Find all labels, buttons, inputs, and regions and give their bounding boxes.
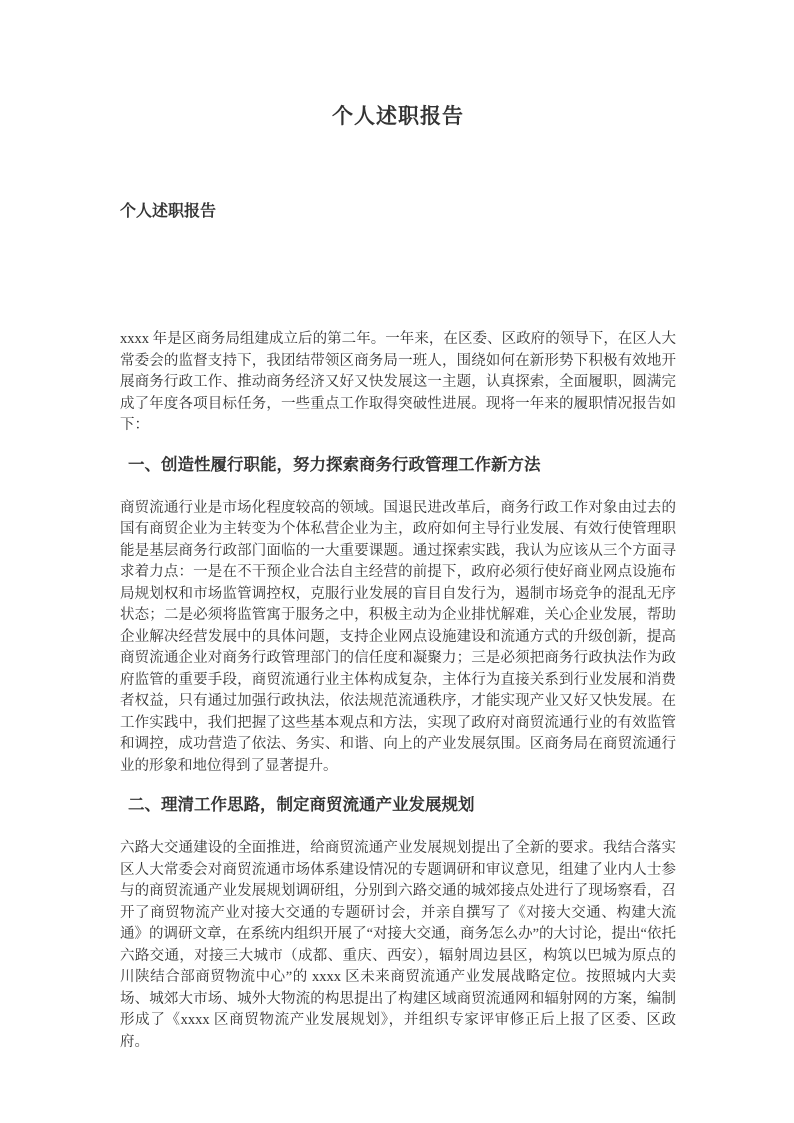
section-1-heading: 一、创造性履行职能，努力探索商务行政管理工作新方法 bbox=[128, 454, 541, 474]
section-2-heading: 二、理清工作思路，制定商贸流通产业发展规划 bbox=[128, 795, 475, 814]
document-title: 个人述职报告 bbox=[332, 104, 464, 128]
intro-paragraph: xxxx 年是区商务局组建成立后的第二年。一年来，在区委、区政府的领导下，在区人大常委会的监督支持下，我团结带领区商务局一班人，围绕如何在新形势下积极有效地开展商务行政工作、推动商务经济又好又快发展这一主题，认真探索，全面履职，圆满完成了年度各项目标任务，一些重点工作取得突破性进展。现将一年来的履职情况报告如下： bbox=[120, 331, 676, 433]
document-subtitle: 个人述职报告 bbox=[120, 203, 217, 220]
section-1-body: 商贸流通行业是市场化程度较高的领域。国退民进改革后，商务行政工作对象由过去的国有商贸企业为主转变为个体私营企业为主，政府如何主导行业发展、有效行使管理职能是基层商务行政部门面临的一大重要课题。通过探索实践，我认为应该从三个方面寻求着力点：一是在不干预企业合法自主经营的前提下，政府必须行使好商业网点设施布局规划权和市场监管调控权，克服行业发展的盲目自发行为，遏制市场竞争的混乱无序状态；二是必须将监管寓于服务之中，积极主动为企业排忧解难，关心企业发展，帮助企业解决经营发展中的具体问题，支持企业网点设施建设和流通方式的升级创新，提高商贸流通企业对商务行政管理部门的信任度和凝聚力；三是必须把商务行政执法作为政府监管的重要手段，商贸流通行业主体构成复杂，主体行为直接关系到行业发展和消费者权益，只有通过加强行政执法，依法规范流通秩序，才能实现产业又好又快发展。在工作实践中，我们把握了这些基本观点和方法，实现了政府对商贸流通行业的有效监管和调控，成功营造了依法、务实、和谐、向上的产业发展氛围。区商务局在商贸流通行业的形象和地位得到了显著提升。 bbox=[120, 499, 676, 774]
section-2-body: 六路大交通建设的全面推进，给商贸流通产业发展规划提出了全新的要求。我结合落实区人大常委会对商贸流通市场体系建设情况的专题调研和审议意见，组建了业内人士参与的商贸流通产业发展规划调研组，分别到六路交通的城郊接点处进行了现场察看，召开了商贸物流产业对接大交通的专题研讨会，并亲自撰写了《对接大交通、构建大流通》的调研文章，在系统内组织开展了“对接大交通，商务怎么办”的大讨论，提出“依托六路交通，对接三大城市（成都、重庆、西安），辐射周边县区，构筑以巴城为原点的川陕结合部商贸物流中心”的 xxxx 区未来商贸流通产业发展战略定位。按照城内大卖场、城郊大市场、城外大物流的构思提出了构建区域商贸流通网和辐射网的方案，编制形成了《xxxx 区商贸物流产业发展规划》，并组织专家评审修正后上报了区委、区政府。 bbox=[120, 840, 676, 1050]
